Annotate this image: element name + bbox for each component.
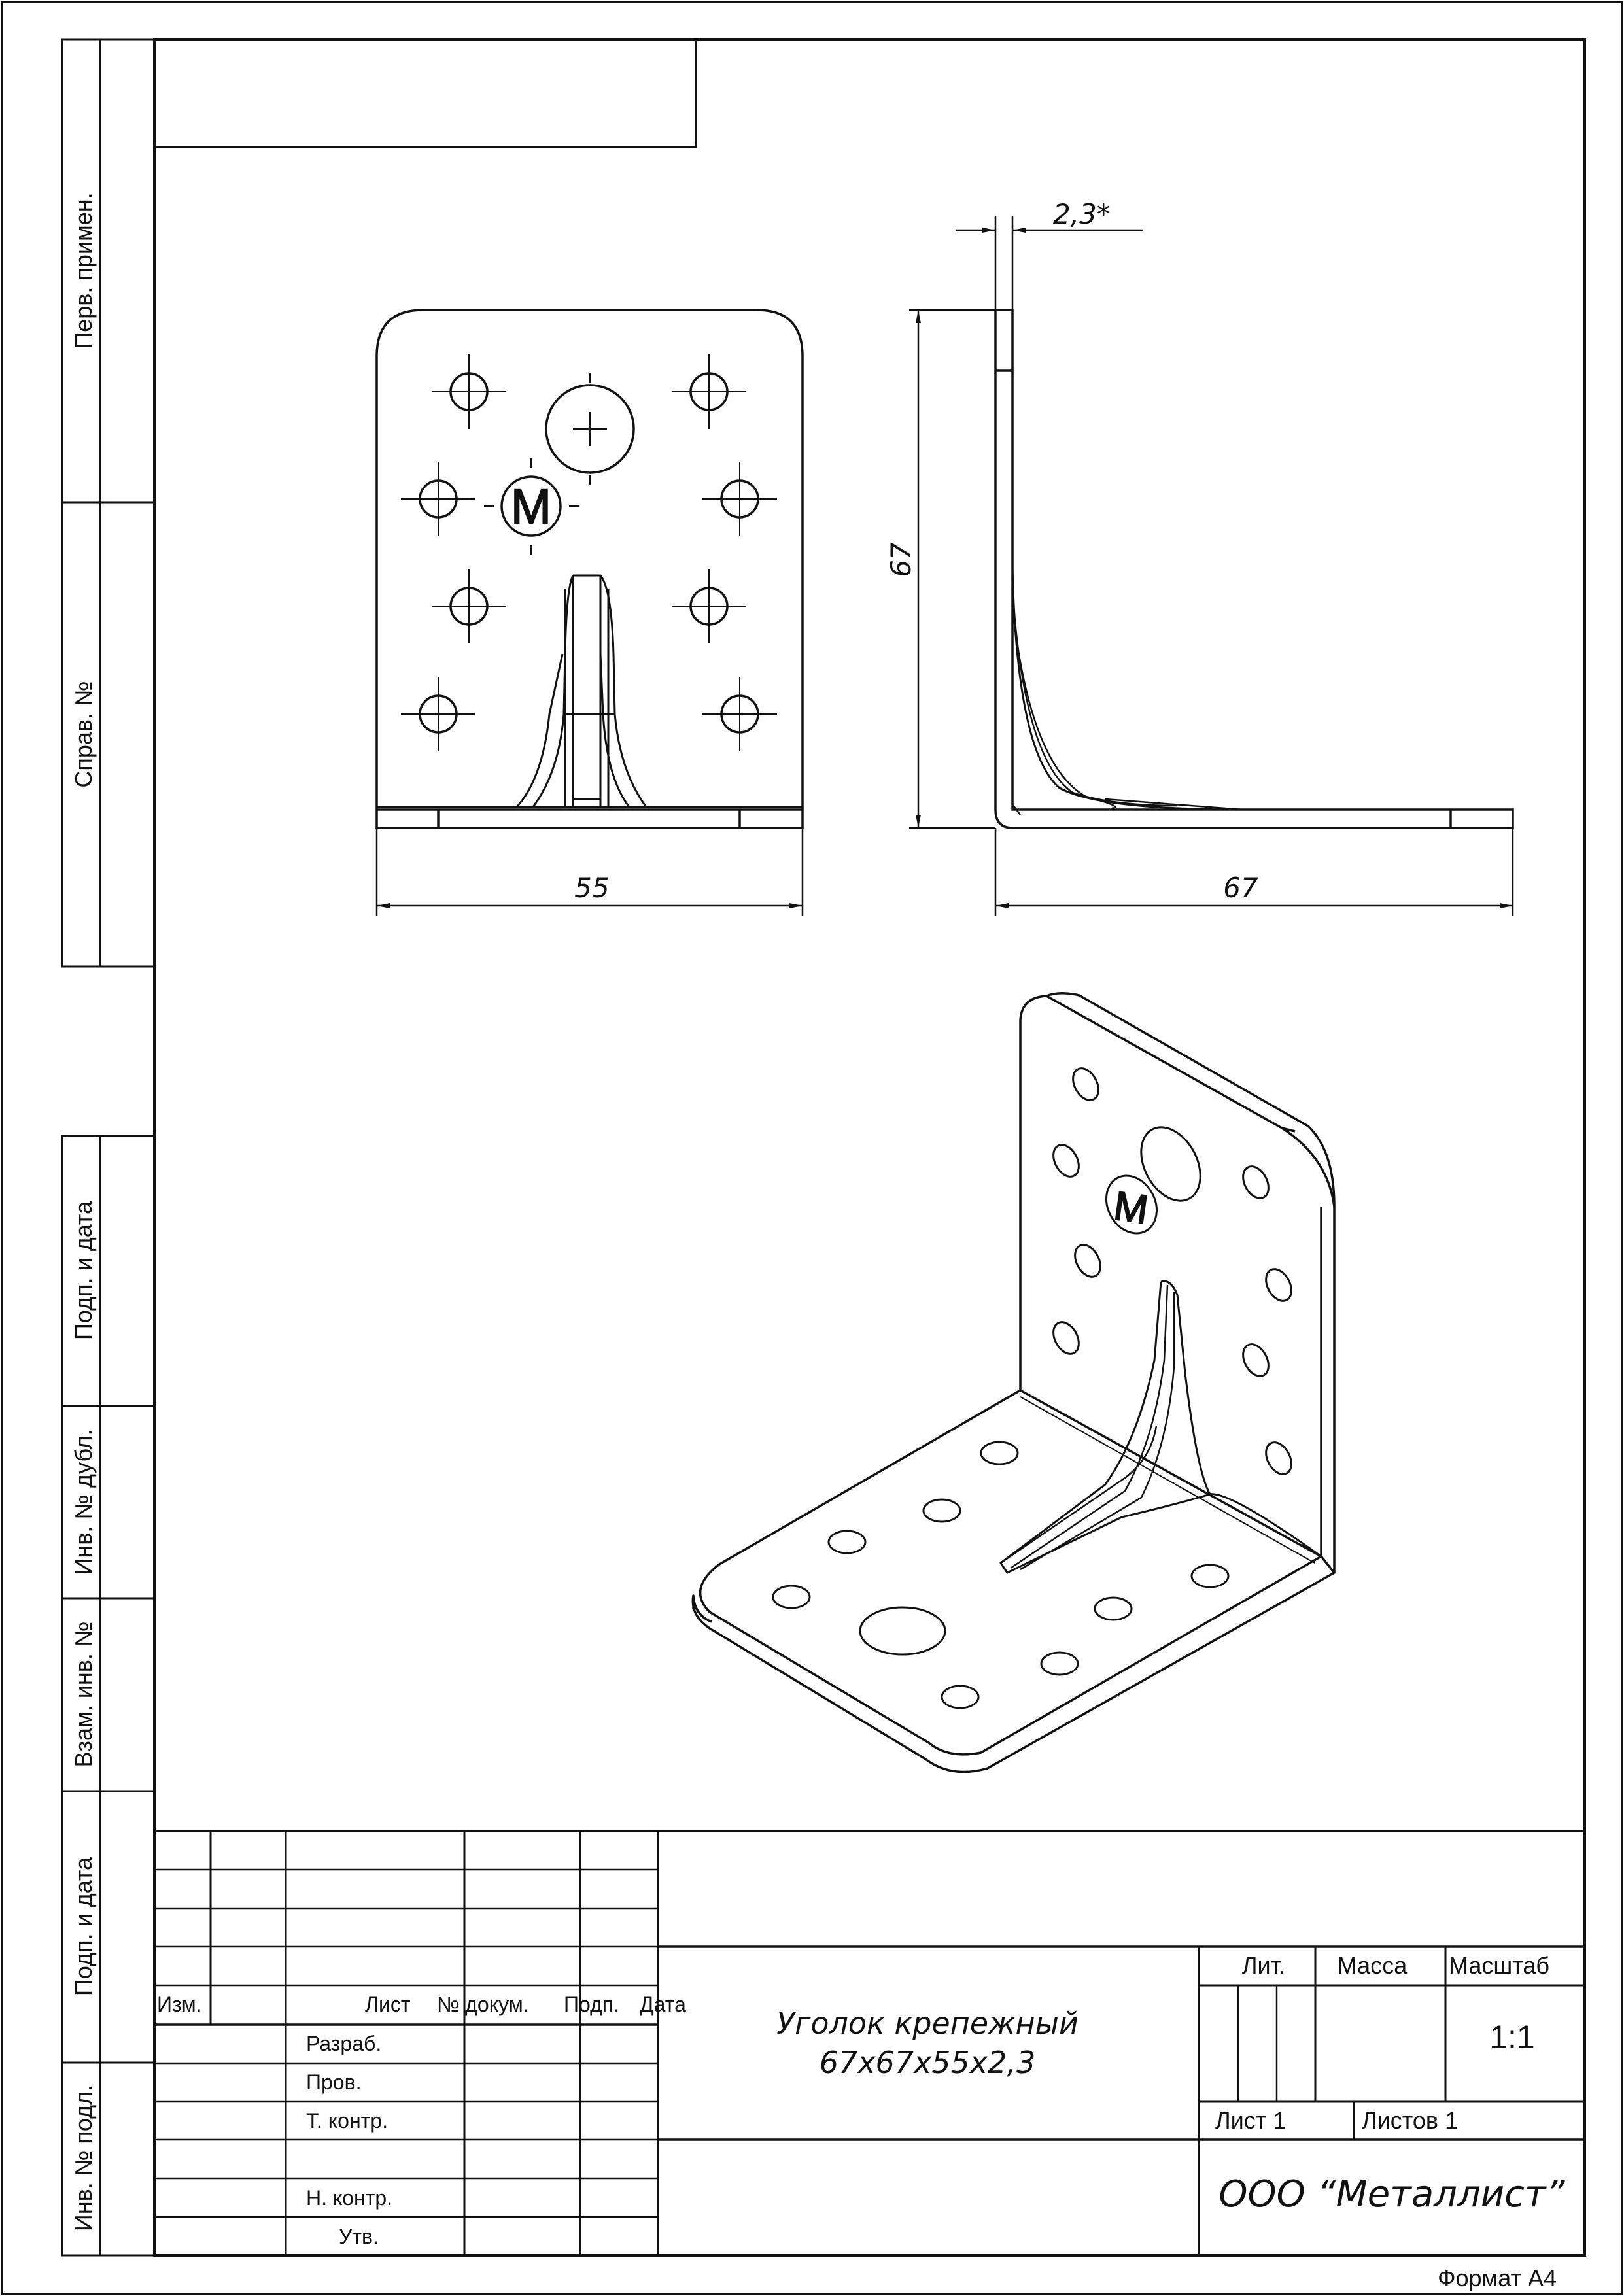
tb-sheets: Листов 1 [1362,2107,1458,2134]
tb-organization: ООО “Металлист” [1218,2173,1565,2216]
iso-logo-letter: M [1111,1183,1151,1233]
isometric-view [693,993,1334,1772]
label-sprav-no: Справ. № [70,681,97,788]
tb-no-dokum: № докум. [437,1993,529,2016]
label-inv-dubl: Инв. № дубл. [70,1429,97,1575]
front-holes [420,373,758,732]
tb-list: Лист [365,1993,411,2016]
format-label: Формат А4 [1438,2265,1557,2291]
tb-sheet: Лист 1 [1215,2107,1287,2134]
label-podp-data-1: Подп. и дата [70,1201,97,1341]
tb-utv: Утв. [339,2225,379,2248]
tb-masshtab: Масштаб [1449,1952,1550,1979]
iso-bottom-holes [773,1442,1228,1708]
tb-razrab: Разраб. [306,2032,382,2055]
sheet-frame [2,2,1622,2294]
label-vzam-inv: Взам. инв. № [70,1621,97,1768]
tb-lit: Лит. [1241,1952,1286,1979]
tb-izm: Изм. [157,1993,202,2016]
title-block-labels [157,1952,1566,2248]
front-rib [517,575,646,807]
tb-podp: Подп. [564,1993,619,2016]
dim-width-side: 67 [1223,872,1258,904]
label-perv-primen: Перв. примен. [70,192,97,349]
dim-height: 67 [885,542,917,577]
left-side-labels [70,192,97,2231]
label-inv-podl: Инв. № подл. [70,2084,97,2232]
tb-scale-value: 1:1 [1489,2019,1535,2055]
dimension-labels [574,198,1258,904]
front-centerlines [401,354,777,751]
label-podp-data-2: Подп. и дата [70,1857,97,1996]
tb-massa: Масса [1337,1952,1408,1979]
tb-title-line2: 67x67x55x2,3 [819,2045,1036,2080]
iso-vertical-holes [1048,1064,1296,1479]
front-logo-letter: M [511,479,551,534]
side-view [995,310,1513,828]
tb-prov: Пров. [306,2070,362,2094]
tb-data: Дата [640,1993,686,2016]
dim-width-front: 55 [574,872,610,904]
front-view [377,310,803,828]
dim-thickness: 2,3* [1053,198,1111,230]
tb-title-line1: Уголок крепежный [776,2006,1079,2041]
tb-n-kontr: Н. контр. [306,2186,393,2210]
tb-t-kontr: Т. контр. [306,2109,388,2133]
